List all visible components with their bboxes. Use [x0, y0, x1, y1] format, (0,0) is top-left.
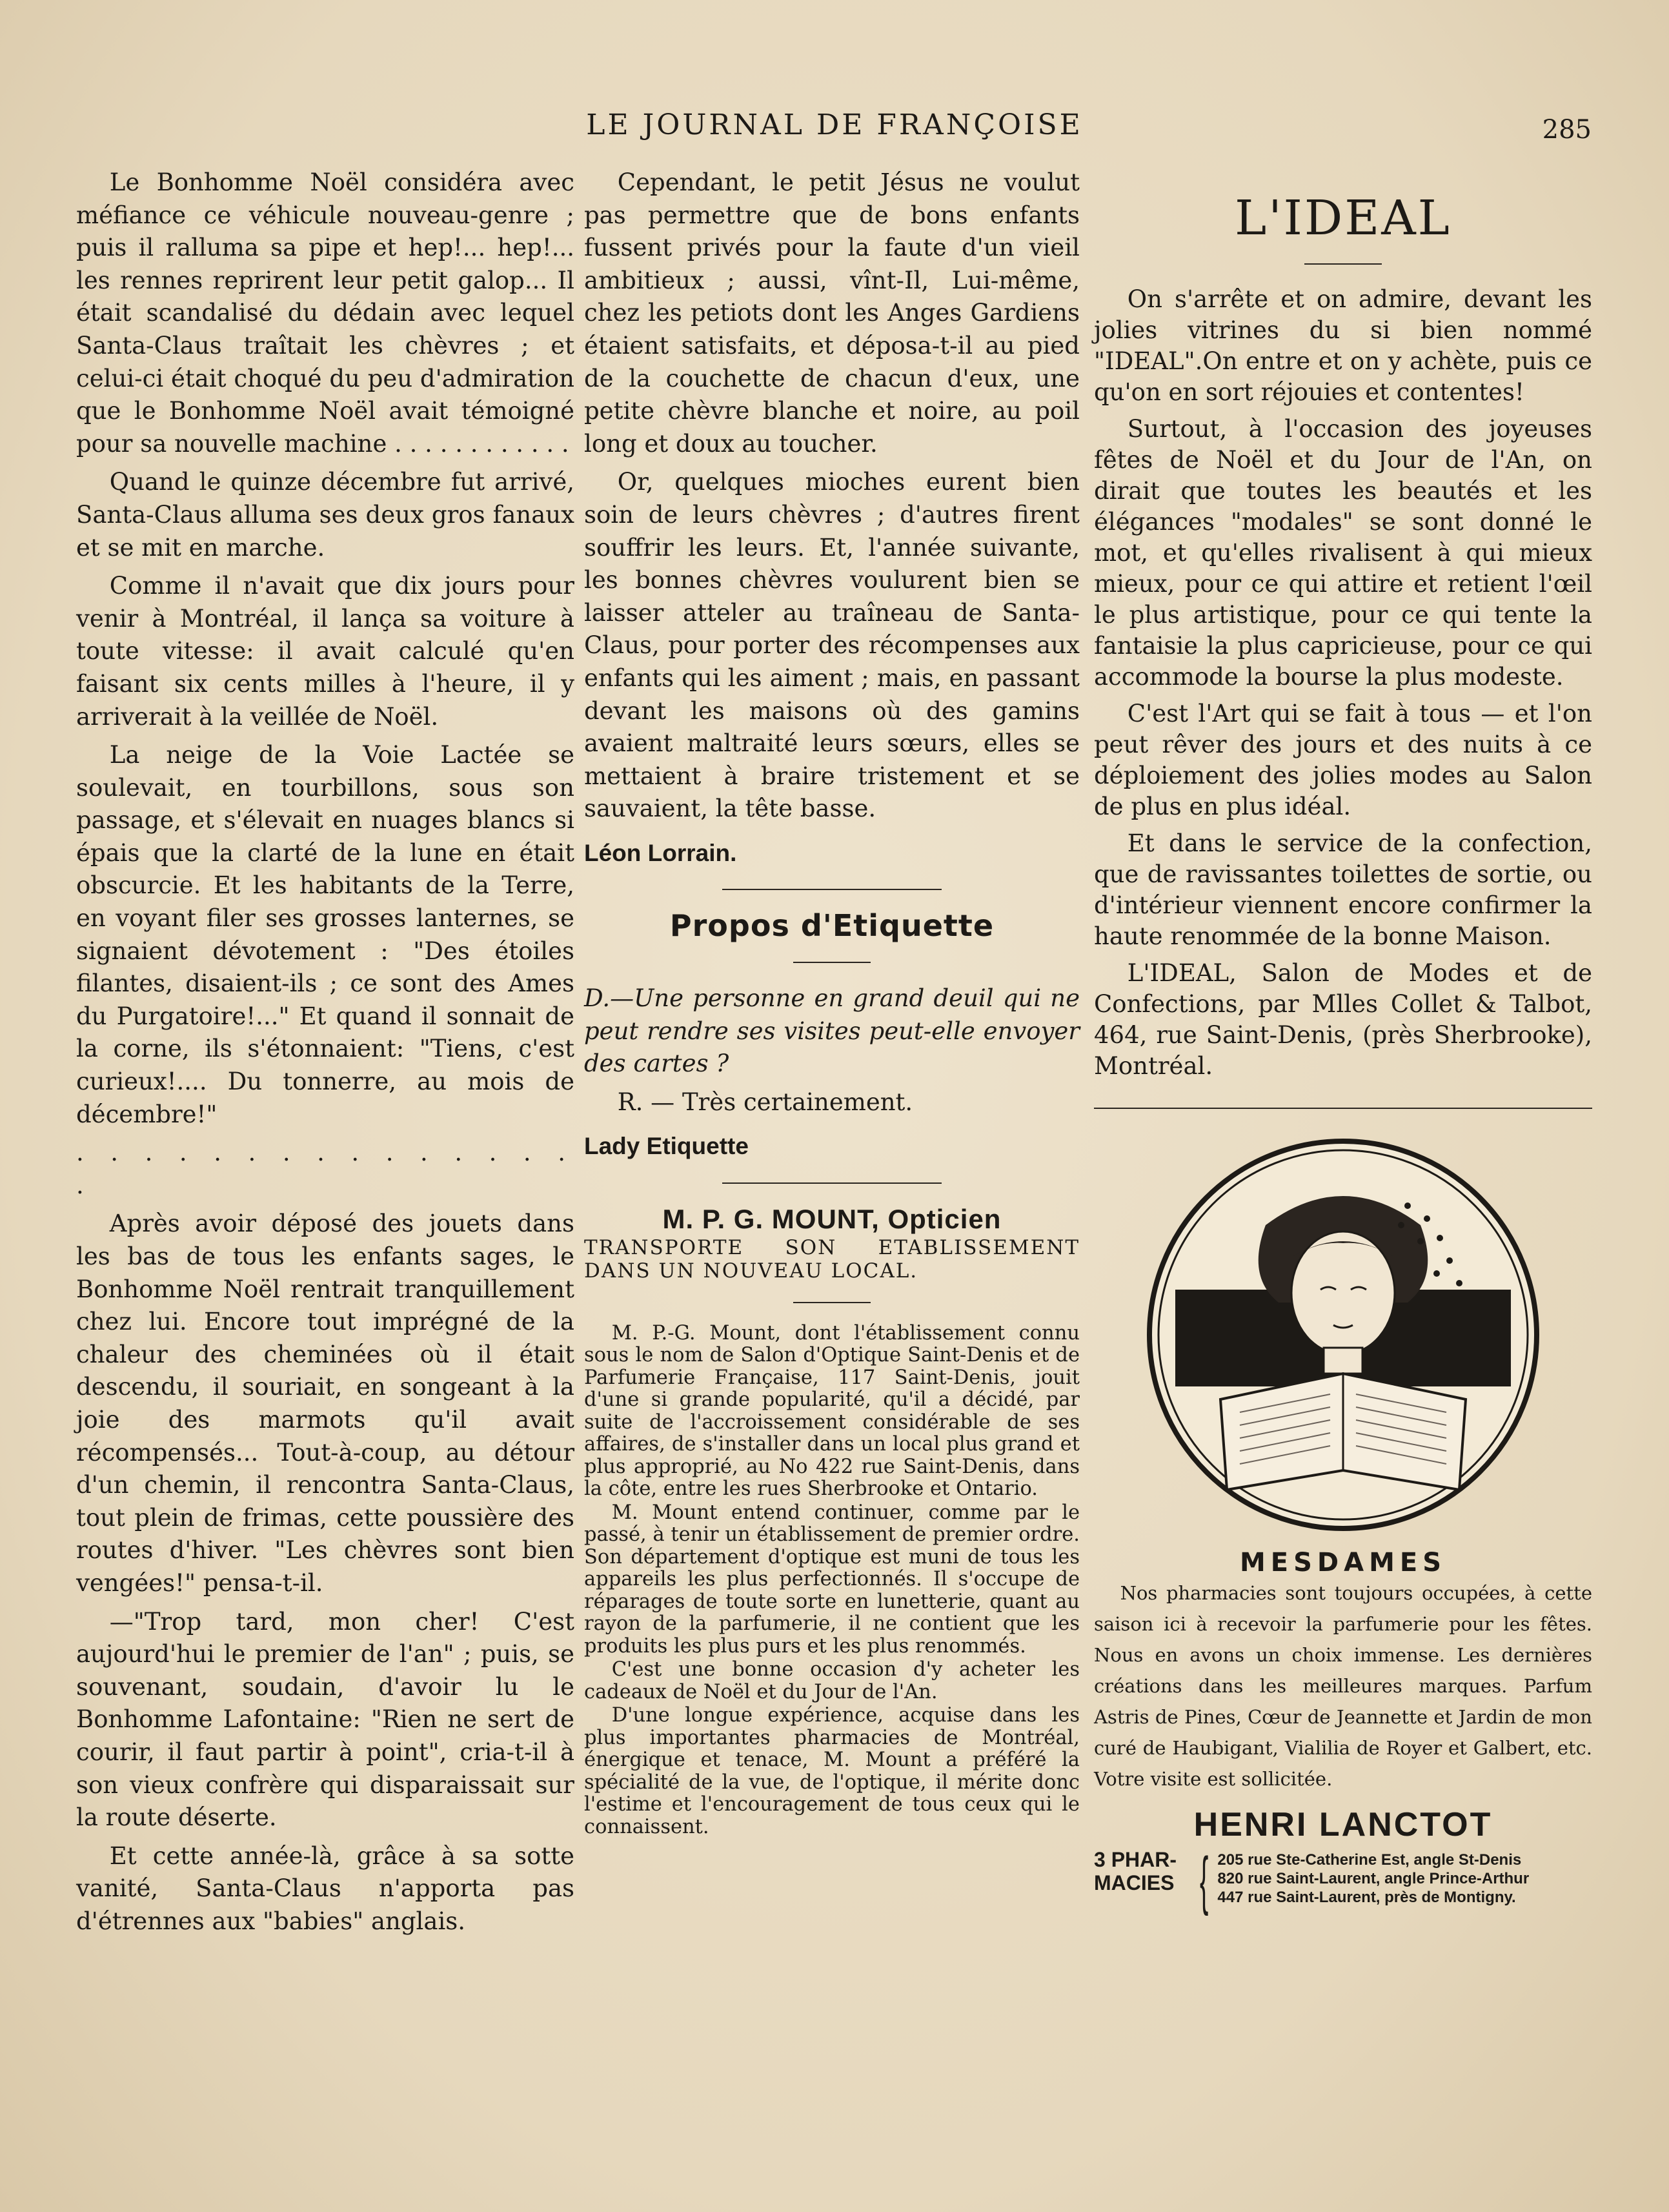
paragraph: M. P.-G. Mount, dont l'établissement connu sous le nom de Salon d'Optique Saint-Denis et de Parfumerie Française, 117 Saint-Denis, jouit d'une si grande popularité, qu'il a décidé, par suite de l'accroissement considérable de ses affaires, de s'installer dans un local plus grand et plus approprié, au No 422 rue Saint-Denis, dans la côte, entre les rues Sherbrooke et Ontario. — [584, 1321, 1080, 1501]
etiquette-question: D.—Une personne en grand deuil qui ne peut rendre ses visites peut-elle envoyer des cartes ? — [584, 984, 1080, 1078]
address-item: 820 rue Saint-Laurent, angle Prince-Arthur — [1217, 1869, 1530, 1887]
page-number: 285 — [1542, 115, 1592, 145]
column-1 — [76, 167, 574, 1938]
illustration-svg — [1137, 1128, 1550, 1541]
mount-title: M. P. G. MOUNT, Opticien — [662, 1204, 1002, 1235]
etiquette-title: Propos d'Etiquette — [669, 908, 995, 944]
pharmacy-list — [1094, 1843, 1592, 1916]
ideal-title: L'IDEAL — [1235, 190, 1452, 246]
ad-name: HENRI LANCTOT — [1193, 1806, 1493, 1843]
ideal-article — [1094, 284, 1592, 1082]
paragraph: Quand le quinze décembre fut arrivé, Santa-Claus alluma ses deux gros fanaux et se mit en marche. — [76, 468, 574, 562]
paragraph: C'est une bonne occasion d'y acheter les cadeaux de Noël et du Jour de l'An. — [584, 1658, 1080, 1703]
dotted-separator: . . . . . . . . . . . . . . . . — [76, 1139, 574, 1199]
paragraph: D'une longue expérience, acquise dans les plus importantes pharmacies de Montréal, énergique et tenace, M. Mount a préféré la spécialité de la vue, de l'optique, il mérite donc l'estime et l'encouragement de tous ceux qui le connaissent. — [584, 1704, 1080, 1838]
address-item: 205 rue Ste-Catherine Est, angle St-Denis — [1217, 1851, 1522, 1869]
paragraph: Cependant, le petit Jésus ne voulut pas permettre que de bons enfants fussent privés pour la faute d'un vieil ambitieux ; aussi, vînt-Il, Lui-même, chez les petiots dont les Anges Gardiens étaient satisfaits, et déposa-t-il au pied de la couchette de chacun d'eux, une petite chèvre blanche et noire, au poil long et doux au toucher. — [584, 168, 1080, 458]
divider — [722, 1182, 942, 1184]
paragraph: Or, quelques mioches eurent bien soin de leurs chèvres ; d'autres firent souffrir les leurs. Et, l'année suivante, les bonnes chèvres voulurent bien se laisser atteler au traîneau de Santa-Claus, pour porter des récompenses aux enfants qui les aiment ; mais, en passant devant les maisons où des gamins avaient maltraité leurs sœurs, elles se mettaient à braire tristement et se sauvaient, la tête basse. — [584, 468, 1080, 823]
address-item: 447 rue Saint-Laurent, près de Montigny. — [1217, 1888, 1516, 1906]
paragraph: Et dans le service de la confection, que de ravissantes toilettes de sortie, ou d'intérieur viennent encore confirmer la haute renommée de la bonne Maison. — [1094, 829, 1592, 950]
ad-heading: MESDAMES — [1239, 1548, 1447, 1578]
paragraph: Surtout, à l'occasion des joyeuses fêtes de Noël et du Jour de l'An, on dirait que toutes les beautés et les élégances "modales" se sont donné le mot, et qu'elles rivalisent à qui mieux mieux, pour ce qui attire et retient l'œil le plus artistique, pour ce qui tente la fantaisie la plus capricieuse, pour ce qui accommode la bourse la plus modeste. — [1094, 415, 1592, 691]
paragraph: La neige de la Voie Lactée se soulevait, en tourbillons, sous son passage, et s'élevait en nuages blancs si épais que la clarté de la lune en était obscurcie. Et les habitants de la Terre, en voyant filer ses grosses lanternes, se signaient dévotement : "Des étoiles filantes, disaient-ils ; ce sont des Ames du Purgatoire!..." Et quand il sonnait de la corne, ils s'étonnaient: "Tiens, c'est curieux!.... Du tonnerre, au mois de décembre!" — [76, 741, 574, 1128]
paragraph: On s'arrête et on admire, devant les jolies vitrines du si bien nommé "IDEAL".On entre et on y achète, puis ce qu'on en sort réjouies et contentes! — [1094, 285, 1592, 406]
divider — [1304, 263, 1382, 265]
brace-glyph: { — [1200, 1843, 1209, 1916]
etiquette-answer: R. — Très certainement. — [617, 1088, 913, 1116]
running-head: LE JOURNAL DE FRANÇOISE — [586, 108, 1083, 141]
paragraph: Le Bonhomme Noël considéra avec méfiance ce véhicule nouveau-genre ; puis il ralluma sa pipe et hep!... hep!... les rennes reprirent leur petit galop... Il était scandalisé du dédain avec lequel Santa-Claus traîtait les chèvres ; et celui-ci était choqué du peu d'admiration que le Bonhomme Noël avait témoigné pour sa nouvelle machine . . . . . . . . . . . . — [76, 168, 574, 458]
paragraph: Et cette année-là, grâce à sa sotte vanité, Santa-Claus n'apporta pas d'étrennes aux "babies" anglais. — [76, 1842, 574, 1935]
ad-text: Nos pharmacies sont toujours occupées, à cette saison ici à recevoir la parfumerie pour les fêtes. Nous en avons un choix immense. Les dernières créations dans les meilleures marques. Parfum Astris de Pines, Cœur de Jeannette et Jardin de mon curé de Haubigant, Vialilia de Royer et Galbert, etc. Votre visite est sollicitée. — [1094, 1582, 1592, 1790]
woman-reading-illustration — [1137, 1128, 1550, 1541]
divider — [793, 962, 871, 963]
divider — [1094, 1108, 1592, 1109]
paragraph: L'IDEAL, Salon de Modes et de Confections, par Mlles Collet & Talbot, 464, rue Saint-Denis, (près Sherbrooke), Montréal. — [1094, 959, 1592, 1080]
paragraph: M. Mount entend continuer, comme par le passé, à tenir un établissement de premier ordre. Son département d'optique est muni de tous les appareils les plus perfectionnés. Il s'occupe de réparages de toute sorte en lunetterie, quant au rayon de la parfumerie, il ne contient que les produits les plus purs et les plus renommés. — [584, 1501, 1080, 1658]
mount-subtitle: TRANSPORTE SON ETABLISSEMENT DANS UN NOUVEAU LOCAL. — [584, 1235, 1080, 1283]
paragraph: —"Trop tard, mon cher! C'est aujourd'hui le premier de l'an" ; puis, se souvenant, soudain, d'avoir lu le Bonhomme Lafontaine: "Rien ne sert de courir, il faut partir à point", cria-t-il à son vieux confrère qui disparaissait sur la route déserte. — [76, 1607, 574, 1832]
column-2 — [584, 167, 1080, 1838]
mount-article — [584, 1323, 1080, 1839]
address-list — [1217, 1848, 1529, 1913]
paragraph: Comme il n'avait que dix jours pour venir à Montréal, il lança sa voiture à toute vitesse: il avait calculé qu'en faisant six cents milles à l'heure, il y arriverait à la veillée de Noël. — [76, 572, 574, 731]
paragraph: Après avoir déposé des jouets dans les bas de tous les enfants sages, le Bonhomme Noël rentrait tranquillement chez lui. Encore tout imprégné de la chaleur des cheminées où il était descendu, il souriait, en songeant à la joie des marmots qu'il avait récompensés... Tout-à-coup, au détour d'un chemin, il rencontra Santa-Claus, tout plein de frimas, cette poussière des routes d'hiver. "Les chèvres sont bien vengées!" pensa-t-il. — [76, 1210, 574, 1597]
author-signature: Léon Lorrain. — [584, 839, 737, 866]
paragraph: C'est l'Art qui se fait à tous — et l'on peut rêver des jours et des nuits à ce déploiement des jolies modes au Salon de plus en plus idéal. — [1094, 700, 1592, 820]
etiquette-signature: Lady Etiquette — [584, 1133, 749, 1160]
pharmacy-label: 3 PHAR-MACIES — [1094, 1847, 1177, 1894]
divider — [793, 1302, 871, 1303]
column-3 — [1094, 167, 1592, 1916]
divider — [722, 889, 942, 890]
